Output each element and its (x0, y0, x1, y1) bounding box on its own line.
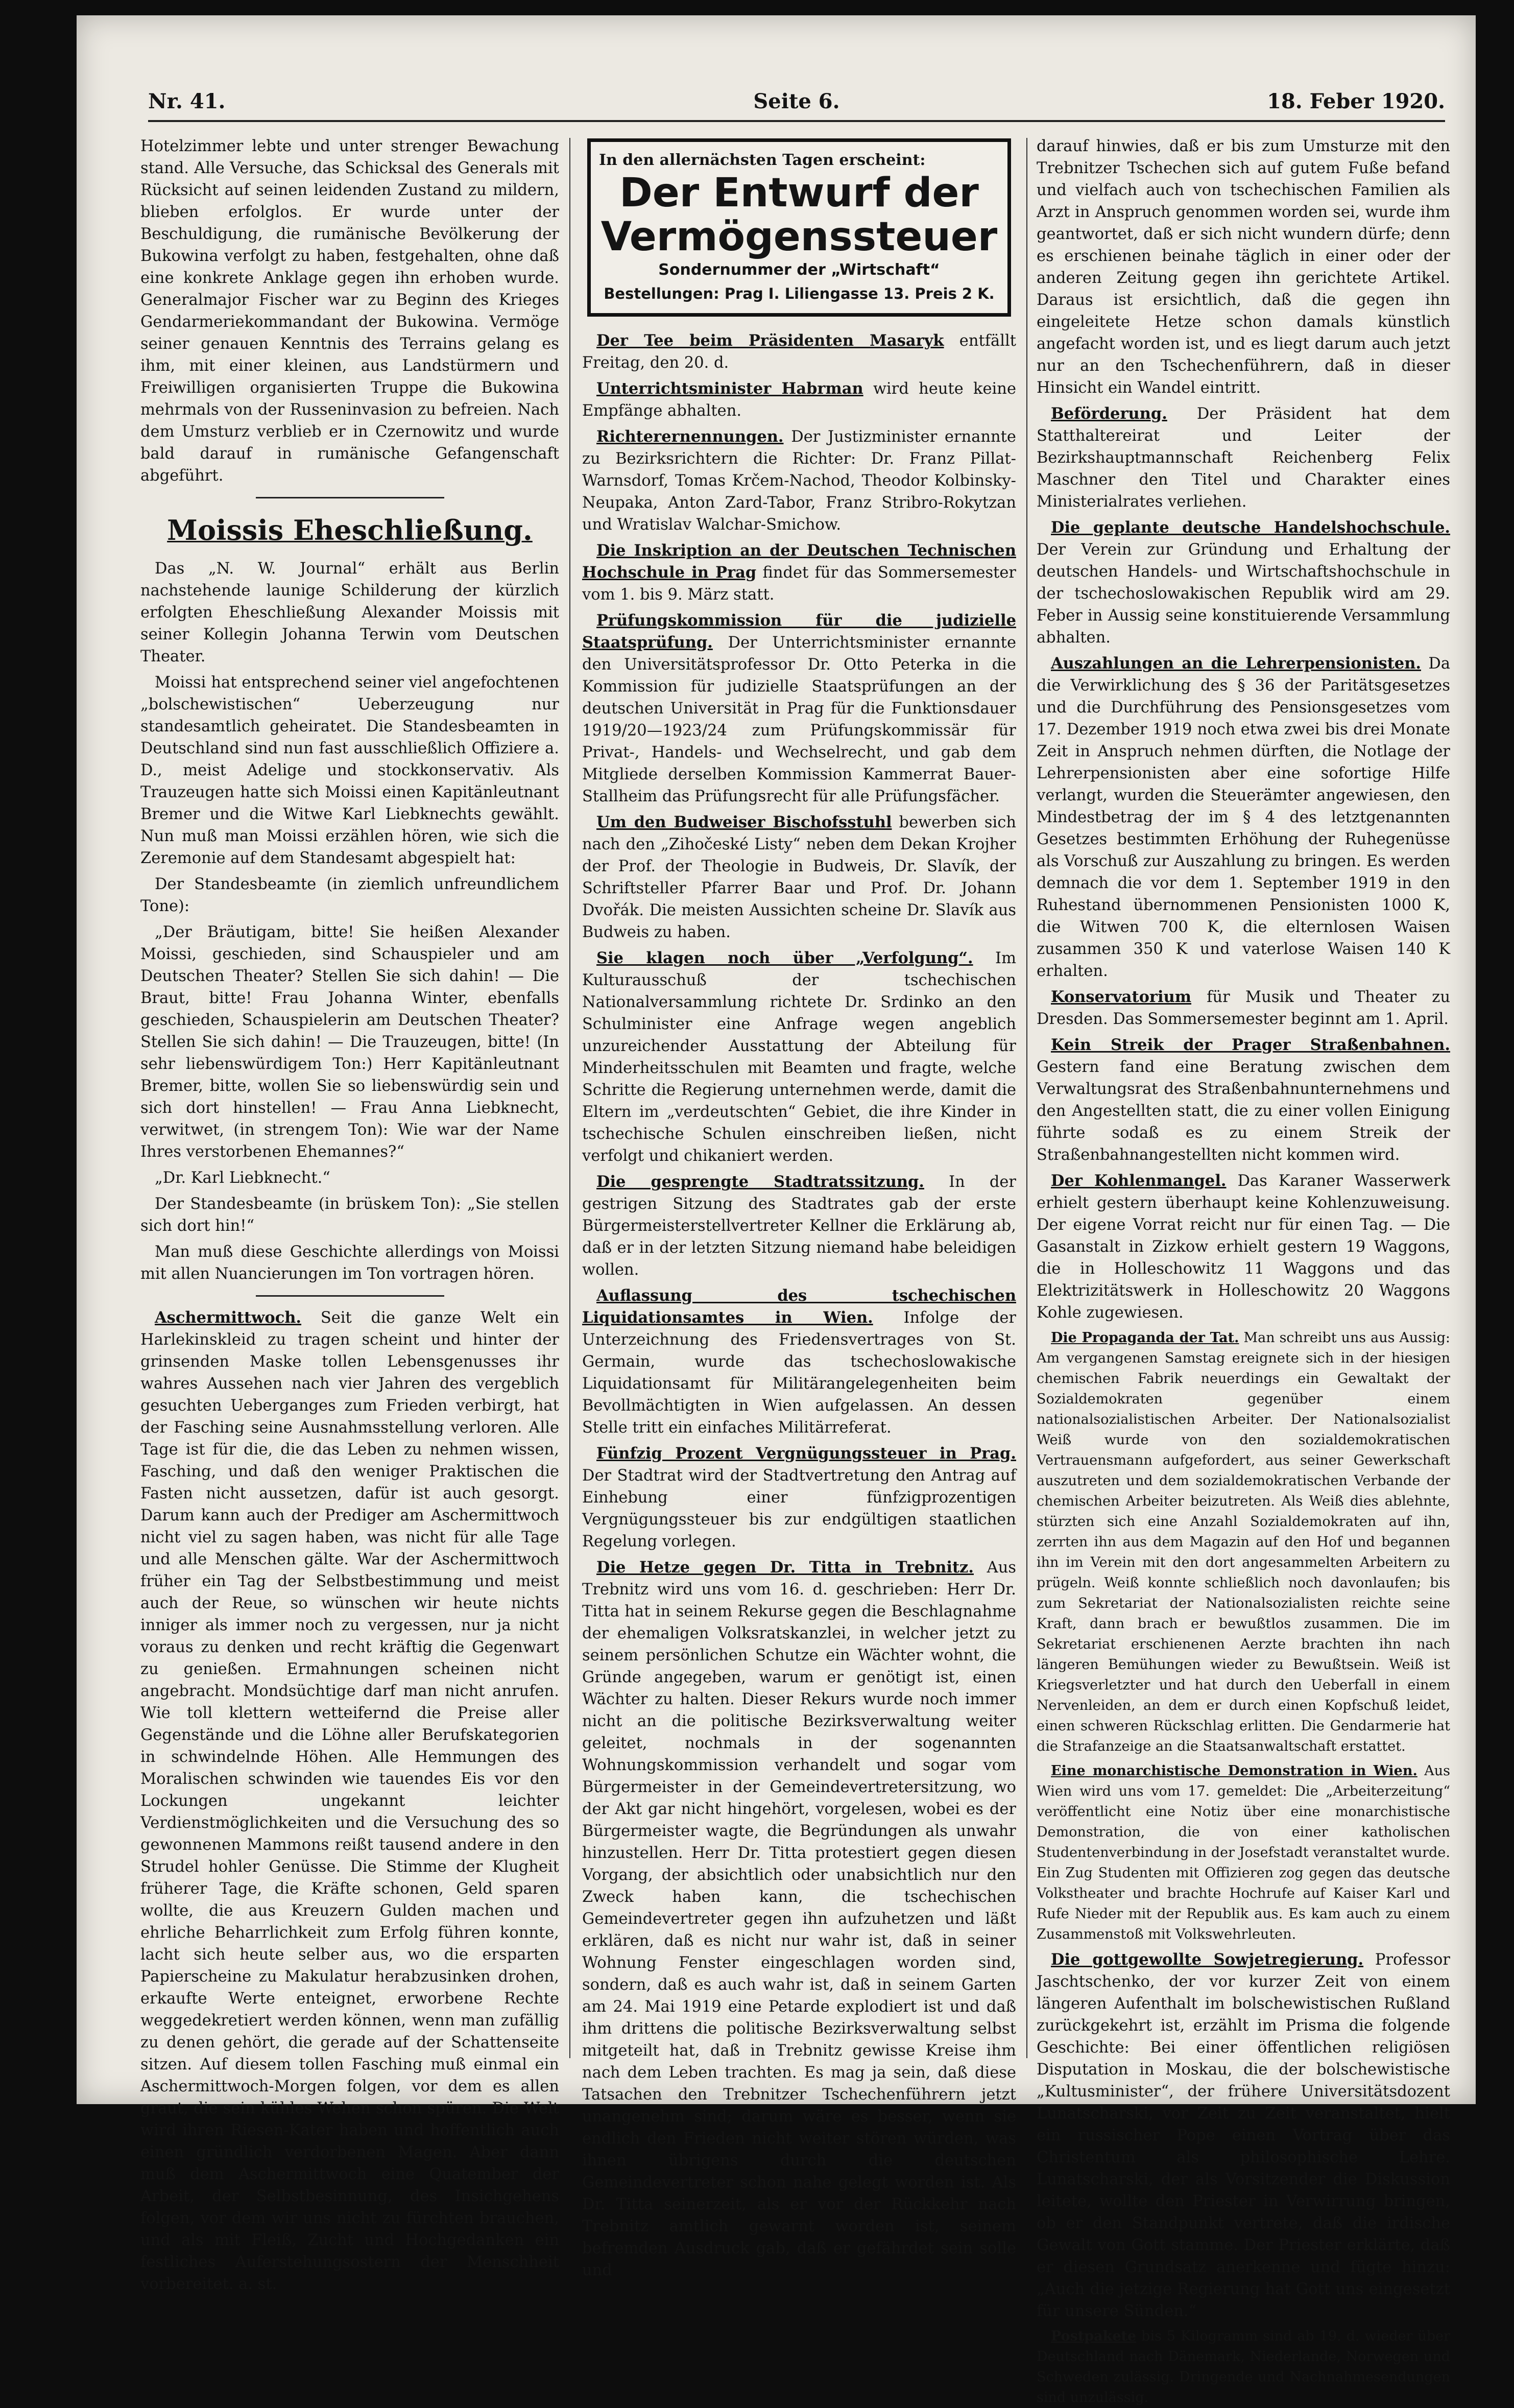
news-item (582, 1443, 1016, 1553)
news-body: Man schreibt uns aus Aussig: Am vergangenen Samstag ereignete sich in der hiesigen chemischen Fabrik neuerdings ein Gewaltakt der Sozialdemokraten gegenüber einem nationalsozialistischen Arbeiter. Der Nationalsozialist Weiß wurde von den sozialdemokratischen Vertrauensmann aufgefordert, aus seiner Gewerkschaft auszutreten und dem sozialdemokratischen Verbande der chemischen Arbeiter beizutreten. Als Weiß dies ablehnte, stürzten sich eine Anzahl Sozialdemokraten auf ihn, zerrten ihn aus dem Magazin auf den Hof und begannen ihn im Verein mit den dort angesammelten Arbeitern zu prügeln. Weiß konnte schließlich noch davonlaufen; bis zum Sekretariat der Nationalsozialisten reichte seine Kraft, dann brach er bewußtlos zusammen. Die im Sekretariat erschienenen Aerzte brachten ihn nach längeren Bemühungen wieder zu Bewußtsein. Weiß ist Kriegsverletzter und hat durch den Ueberfall in einem Nervenleiden, an dem er durch einen Kopfschuß leidet, einen schweren Rückschlag erlitten. Die Gendarmerie hat die Strafanzeige an die Staatsanwaltschaft erstattet. (1037, 1330, 1450, 1754)
news-heading: Eine monarchistische Demonstration in Wien. (1051, 1763, 1417, 1779)
paragraph: Der Standesbeamte (in ziemlich unfreundlichem Tone): (140, 875, 559, 915)
news-heading: Kein Streik der Prager Straßenbahnen. (1051, 1036, 1450, 1054)
news-body: Gestern fand eine Beratung zwischen dem Verwaltungsrat des Straßenbahnunternehmens und den Angestellten statt, die zu einer vollen Einigung führte sodaß es zu einem Streik der Straßenbahnangestellten nicht kommen wird. (1037, 1058, 1450, 1164)
news-heading: Die Propaganda der Tat. (1051, 1330, 1239, 1346)
news-item (582, 426, 1016, 536)
news-item (1037, 653, 1450, 982)
news-body: Der Stadtrat wird der Stadtvertretung den Antrag auf Einhebung einer fünfzigprozentigen Vergnügungssteuer bis zur endgültigen staatlichen Regelung vorlegen. (582, 1467, 1016, 1551)
news-heading: Die Inskription an der Deutschen Technischen Hochschule in Prag (582, 541, 1016, 582)
news-item (582, 330, 1016, 374)
news-item (1037, 1328, 1450, 1757)
news-item (1037, 1949, 1450, 2322)
news-heading: Die geplante deutsche Handelshochschule. (1051, 518, 1450, 537)
column-right (1037, 135, 1450, 2405)
news-body: Aus Trebnitz wird uns vom 16. d. geschrieben: Herr Dr. Titta hat in seinem Rekurse gegen die Beschlagnahme der ehemaligen Volksratskanzlei, in welcher jetzt zu seinem persönlichen Schutze ein Wächter wohnt, die Gründe angegeben, warum er genötigt ist, einen Wächter zu halten. Dieser Rekurs wurde noch immer nicht an die politische Bezirksverwaltung weiter geleitet, nochmals in der sogenannten Wohnungskommission verhandelt und sogar vom Bürgermeister in der Gemeindevertretersitzung, wo der Akt gar nicht hingehört, vorgelesen, wobei es der Bürgermeister wagte, die Begründungen als unwahr hinzustellen. Herr Dr. Titta protestiert gegen diesen Vorgang, der absichtlich oder unabsichtlich nur den Zweck haben kann, die tschechischen Gemeindevertreter gegen ihn aufzuhetzen und läßt erklären, daß es nicht nur wahr ist, daß in seiner Wohnung Fenster eingeschlagen worden sind, sondern, daß es auch wahr ist, daß in seinem Garten am 24. Mai 1919 eine Petarde explodiert ist und daß ihm drittens die politische Bezirksverwaltung selbst mitgeteilt hat, daß in Trebnitz gewisse Kreise ihm nach dem Leben trachten. Es mag ja sein, daß diese Tatsachen den Trebnitzer Tschechenführern jetzt unangenehm sind; darum wäre es besser, wenn sie endlich den Frieden nicht weiter stören würden, was ihnen übrigens durch die deutschen Gemeindevertreter schon nahe gelegt worden ist. Als Dr. Titta seinerzeit, als er vor der Rückkehr nach Trebnitz amtlich gewarnt worden ist, seinem befremden Ausdruck gab, daß er gefährdet sein solle und (582, 1559, 1016, 2279)
news-body: wird heute keine Empfänge abhalten. (582, 380, 1016, 420)
news-item (582, 947, 1016, 1167)
news-heading: Die Hetze gegen Dr. Titta in Trebnitz. (596, 1558, 974, 1577)
news-body: Der Unterrichtsminister ernannte den Universitätsprofessor Dr. Otto Peterka in die Kommission für judizielle Staatsprüfungen an der deutschen Universität in Prag für die Funktionsdauer 1919/20—1923/24 zum Prüfungskommissär für Privat-, Handels- und Wechselrecht, und gab dem Mitgliede derselben Kommission Kammerrat Bauer-Stallheim das Prüfungsrecht für alle Prüfungsfächer. (582, 634, 1016, 805)
news-item (1037, 403, 1450, 513)
paragraph: Man muß diese Geschichte allerdings von Moissi mit allen Nuancierungen im Ton vortragen hören. (140, 1243, 559, 1283)
news-body: Da die Verwirklichung des § 36 der Paritätsgesetzes und die Durchführung des Pensionsgesetzes vom 17. Dezember 1919 noch etwa zwei bis drei Monate Zeit in Anspruch nehmen dürften, die Notlage der Lehrerpensionisten aber eine sofortige Hilfe verlangt, wurden die Steuerämter angewiesen, den Mindestbetrag der im § 4 des letztgenannten Gesetzes bestimmten Erhöhung der Ruhegenüsse als Vorschuß zur Auszahlung zu bringen. Es werden demnach die vor dem 1. September 1919 in den Ruhestand übernommenen Pensionisten 1000 K, die Witwen 700 K, die elternlosen Waisen zusammen 350 K und vaterlose Waisen 140 K erhalten. (1037, 655, 1450, 980)
separator-rule (256, 1295, 444, 1297)
news-item (1037, 1761, 1450, 1945)
news-body: Der Verein zur Gründung und Erhaltung der deutschen Handels- und Wirtschaftshochschule in der tschechoslowakischen Republik wird am 29. Feber in Aussig seine konstituierende Versammlung abhalten. (1037, 541, 1450, 647)
news-item (582, 378, 1016, 422)
article-fischer-continued: Hotelzimmer lebte und unter strenger Bewachung stand. Alle Versuche, das Schicksal des Generals mit Rücksicht auf seinen leidenden Zustand zu mildern, blieben erfolglos. Er wurde unter der Beschuldigung, die rumänische Bevölkerung der Bukowina verfolgt zu haben, festgehalten, ohne daß eine konkrete Anklage gegen ihn erhoben wurde. Generalmajor Fischer war zu Beginn des Krieges Gendarmeriekommandant der Bukowina. Vermöge seiner genauen Kenntnis des Terrains gelang es ihm, mit einer kleinen, aus Landstürmern und Freiwilligen organisierten Truppe die Bukowina mehrmals von der Russeninvasion zu befreien. Nach dem Umsturz verblieb er in Czernowitz und wurde bald darauf in rumänische Gefangenschaft abgeführt. (140, 137, 559, 485)
news-body: Der Justizminister ernannte zu Bezirksrichtern die Richter: Dr. Franz Pillat-Warnsdorf, Tomas Krčem-Nachod, Theodor Kolbinsky-Neupaka, Anton Zard-Tabor, Franz Stribro-Rokytzan und Wratislav Walchar-Smichow. (582, 428, 1016, 534)
ad-subtitle: Sondernummer der „Wirtschaft“ (658, 261, 940, 279)
news-body: bis 5 Kilogramm sind ab 19. d. wieder über Deutschland nach Dänemark, Niederlande, Norwegen und Schweden zulässig. Dringende und Nachnahmesendungen sind unzulässig. (1037, 2328, 1450, 2405)
news-body: für Musik und Theater zu Dresden. Das Sommersemester beginnt am 1. April. (1037, 988, 1450, 1028)
article-aschermittwoch (140, 1307, 559, 2295)
news-item (582, 1285, 1016, 1439)
news-heading: Auszahlungen an die Lehrerpensionisten. (1051, 654, 1421, 673)
news-heading: Der Kohlenmangel. (1051, 1172, 1227, 1190)
column-divider (569, 138, 570, 2058)
issue-date: 18. Feber 1920. (1267, 89, 1445, 113)
news-heading: Prüfungskommission für die judizielle Staatsprüfung. (582, 611, 1016, 652)
article-body: Seit die ganze Welt ein Harlekinskleid zu tragen scheint und hinter der grinsenden Maske tollen Lebensgenusses ihr wahres Aussehen nach vier Jahren des vergeblich gesuchten Ueberganges zum Frieden verbirgt, hat der Fasching seine Ausnahmsstellung verloren. Alle Tage ist für die, die das Leben zu nehmen wissen, Fasching, und daß den weniger Praktischen die Fasten nicht aussetzen, dafür ist auch gesorgt. Darum kann auch der Prediger am Aschermittwoch nicht viel zu sagen haben, was nicht für alle Tage und alle Menschen gälte. War der Aschermittwoch früher ein Tag der Selbstbestimmung und meist auch der Reue, so wünschen wir heute nichts inniger als immer noch zu vergessen, nur ja nicht voraus zu denken und recht kräftig die Gegenwart zu genießen. Ermahnungen scheinen nicht angebracht. Mondsüchtige darf man nicht anrufen. Wie toll klettern wetteifernd die Preise aller Gegenstände und die Löhne aller Berufskategorien in schwindelnde Höhen. Alle Hemmungen des Moralischen schwinden wie tauendes Eis vor den Lockungen ungekannt leichter Verdienstmöglichkeiten und die Versuchung des so gewonnenen Mammons reißt tausend andere in den Strudel hohler Genüsse. Die Stimme der Klugheit früherer Tage, die Kräfte schonen, Geld sparen wollte, die aus Kreuzern Gulden machen und ehrliche Beharrlichkeit zum Erfolg führen konnte, lacht sich heute selber aus, wo die ersparten Papierscheine zu Makulatur herabzusinken drohen, erkaufte Werte enteignet, erworbene Rechte weggedekretiert werden können, wenn man zufällig zu denen gehört, die gerade auf der Schattenseite sitzen. Auf diesem tollen Fasching muß einmal ein Aschermittwoch-Morgen folgen, vor dem es allen graut, die sein kühles Wehen schon spüren. Die Welt wird ihren Riesen-Kater haben und hoffentlich auch einen gründlich verdorbenen Magen. Aber dann muß dem Aschermittwoch eine Quatember der Arbeit, der Selbstbesinnung, des Insichgehens folgen, vor dem wir uns nicht zu fürchten brauchen, und als mit Fleiß, Zucht und Hochgedanken ein festliches Auferstehungsostern der Menschheit vorbereitet. (140, 1309, 559, 2293)
author-signature: a. st. (238, 2275, 277, 2293)
news-body: Infolge der Unterzeichnung des Friedensvertrages von St. Germain, wurde das tschechoslowakische Liquidationsamt für Militärangelegenheiten beim Bevollmächtigten in Wien aufgelassen. An dessen Stelle tritt ein einfaches Militärreferat. (582, 1309, 1016, 1437)
ad-order-info: Bestellungen: Prag I. Liliengasse 13. Preis 2 K. (604, 285, 995, 302)
news-body: findet für das Sommersemester vom 1. bis 9. März statt. (582, 564, 1016, 604)
news-item (582, 610, 1016, 807)
news-body: Professor Jaschtschenko, der vor kurzer Zeit von einem längeren Aufenthalt im bolschewistischen Rußland zurückgekehrt ist, erzählt im Prisma die folgende Geschichte: Bei einer öffentlichen religiösen Disputation in Moskau, die der bolschewistische „Kultusminister“, der frühere Universitätsdozent Lunatscharski, vor Zeit zu Zeit veranstaltet, hielt ein russischer Pope einen Vortrag über das Christentum als philosophische Lehre. Lunatscharski, der als Vorsitzender die Diskussion leitete, wollte den Priester in Verwirrung bringen, ob er den Standpunkt vertrete, daß die irdische Gewalt von Gott stamme. Der Priester erklärte, daß er diesen Grundsatz anerkenne und fügte hinzu: „Auch die jetzige Regierung hat Gott uns eingesetzt für unsere Sünden.“ (1037, 1951, 1450, 2320)
headline-moissi: Moissis Eheschließung. (167, 514, 533, 546)
advertisement-box (587, 138, 1011, 317)
paragraph: Der Standesbeamte (in brüskem Ton): „Sie stellen sich dort hin!“ (140, 1195, 559, 1235)
news-heading: Die gottgewollte Sowjetregierung. (1051, 1950, 1364, 1969)
page-number: Seite 6. (753, 89, 840, 113)
column-divider (1026, 138, 1027, 2058)
news-body: Aus Wien wird uns vom 17. gemeldet: Die „Arbeiterzeitung“ veröffentlicht eine Notiz über eine monarchistische Demonstration, die von einer katholischen Studentenverbindung in der Josefstadt veranstaltet wurde. Ein Zug Studenten mit Offizieren zog gegen das deutsche Volkstheater und brachte Hochrufe auf Kaiser Karl und Rufe Nieder mit der Republik aus. Es kam auch zu einem Zusammenstoß mit Volkswehrleuten. (1037, 1763, 1450, 1942)
news-item (582, 1171, 1016, 1281)
ad-title-line2: Vermögenssteuer (600, 214, 998, 260)
article-titta-continued: darauf hinwies, daß er bis zum Umsturze mit den Trebnitzer Tschechen sich auf gutem Fuße befand und vielfach auch von tschechischen Familien als Arzt in Anspruch genommen worden sei, wurde ihm geantwortet, daß er sich nicht wundern dürfe; denn es erschienen beinahe täglich in einer oder der anderen Zeitung gegen ihn gerichtete Artikel. Daraus ist ersichtlich, daß die gegen ihn eingeleitete Hetze schon damals künstlich angefacht worden ist, und es liegt darum auch jetzt nur an den Tschechenführern, daß in dieser Hinsicht ein Wandel eintritt. (1037, 137, 1450, 397)
news-body: entfällt Freitag, den 20. d. (582, 332, 1016, 372)
news-item (1037, 1034, 1450, 1166)
news-heading: Der Tee beim Präsidenten Masaryk (596, 331, 944, 350)
news-item (1037, 517, 1450, 649)
issue-number: Nr. 41. (148, 89, 226, 113)
separator-rule (256, 497, 444, 498)
news-heading: Fünfzig Prozent Vergnügungssteuer in Prag. (596, 1444, 1016, 1463)
column-middle (582, 135, 1017, 2279)
ad-announcement: In den allernächsten Tagen erscheint: (599, 151, 926, 169)
news-body: In der gestrigen Sitzung des Stadtrates gab der erste Bürgermeisterstellvertreter Kellner die Erklärung ab, daß er in der letzten Sitzung niemand habe beleidigen wollen. (582, 1173, 1016, 1279)
news-item (582, 1557, 1016, 2281)
news-heading: Postpakete (1051, 2328, 1137, 2344)
news-item (1037, 986, 1450, 1030)
news-heading: Konservatorium (1051, 988, 1192, 1006)
news-item (582, 812, 1016, 943)
news-item (582, 540, 1016, 606)
paragraph: Das „N. W. Journal“ erhält aus Berlin nachstehende launige Schilderung der kürzlich erfolgten Eheschließung Alexander Moissis mit seiner Kollegin Johanna Terwin vom Deutschen Theater. (140, 560, 559, 665)
news-heading: Auflassung des tschechischen Liquidationsamtes in Wien. (582, 1286, 1016, 1327)
news-heading: Um den Budweiser Bischofsstuhl (596, 813, 892, 831)
paragraph: „Dr. Karl Liebknecht.“ (155, 1169, 330, 1187)
paragraph: „Der Bräutigam, bitte! Sie heißen Alexander Moissi, geschieden, sind Schauspieler und am Deutschen Theater? Stellen Sie sich dahin! — Die Braut, bitte! Frau Johanna Winter, ebenfalls geschieden, Schauspielerin am Deutschen Theater? Stellen Sie sich dahin! — Die Trauzeugen, bitte! (In sehr liebenswürdigem Ton:) Herr Kapitänleutnant Bremer, bitte, wollen Sie so liebenswürdig sein und sich dort hinstellen! — Frau Anna Liebknecht, verwitwet, (in strengem Ton): Wie war der Name Ihres verstorbenen Ehemannes?“ (140, 923, 559, 1161)
column-left (140, 135, 559, 2293)
news-heading: Sie klagen noch über „Verfolgung“. (596, 949, 973, 967)
newspaper-page (77, 15, 1476, 2405)
news-heading: Beförderung. (1051, 404, 1167, 423)
news-body: Im Kulturausschuß der tschechischen Nationalversammlung richtete Dr. Srdinko an den Schulminister eine Anfrage wegen angeblich unzureichender Ausstattung der Abteilung für Minderheitsschulen mit Beamten und fragte, welche Schritte die Regierung unternehmen werde, damit die Eltern im „verdeutschten“ Gebiet, die ihre Kinder in tschechische Schulen einschreiben ließen, nicht verfolgt und chikaniert werden. (582, 949, 1017, 1165)
news-heading: Richterernennungen. (596, 427, 784, 446)
news-body: bewerben sich nach den „Zihočeské Listy“ neben dem Dekan Krojher der Prof. der Theologie in Budweis, Dr. Slavík, der Schriftsteller Pfarrer Baar und Prof. Dr. Johann Dvořák. Die meisten Aussichten scheine Dr. Slavík aus Budweis zu haben. (582, 814, 1016, 941)
news-body: Das Karaner Wasserwerk erhielt gestern überhaupt keine Kohlenzuweisung. Der eigene Vorrat reicht nur für einen Tag. — Die Gasanstalt in Zizkow erhielt gestern 19 Waggons, die in Holleschowitz 11 Waggons und das Elektrizitätswerk in Holleschowitz 20 Waggons Kohle zugewiesen. (1037, 1172, 1450, 1322)
news-item (1037, 1170, 1450, 1324)
article-heading: Aschermittwoch. (155, 1308, 302, 1327)
news-body: Der Präsident hat dem Statthaltereirat und Leiter der Bezirkshauptmannschaft Reichenberg Felix Maschner den Titel und Charakter eines Ministerialrates verliehen. (1037, 405, 1450, 511)
ad-title-line1: Der Entwurf der (619, 170, 979, 216)
paragraph: Moissi hat entsprechend seiner viel angefochtenen „bolschewistischen“ Ueberzeugung nur standesamtlich geheiratet. Die Standesbeamten in Deutschland sind nun fast ausschließlich Offiziere a. D., meist Adelige und stockkonservativ. Als Trauzeugen hatte sich Moissi einen Kapitänleutnant Bremer und die Witwe Karl Liebknechts gewählt. Nun muß man Moissi erzählen hören, wie sich die Zeremonie auf dem Standesamt abgespielt hat: (140, 674, 559, 867)
news-item (1037, 2326, 1450, 2408)
news-heading: Die gesprengte Stadtratssitzung. (596, 1173, 924, 1191)
news-heading: Unterrichtsminister Habrman (596, 379, 863, 398)
page-header (148, 84, 1445, 122)
